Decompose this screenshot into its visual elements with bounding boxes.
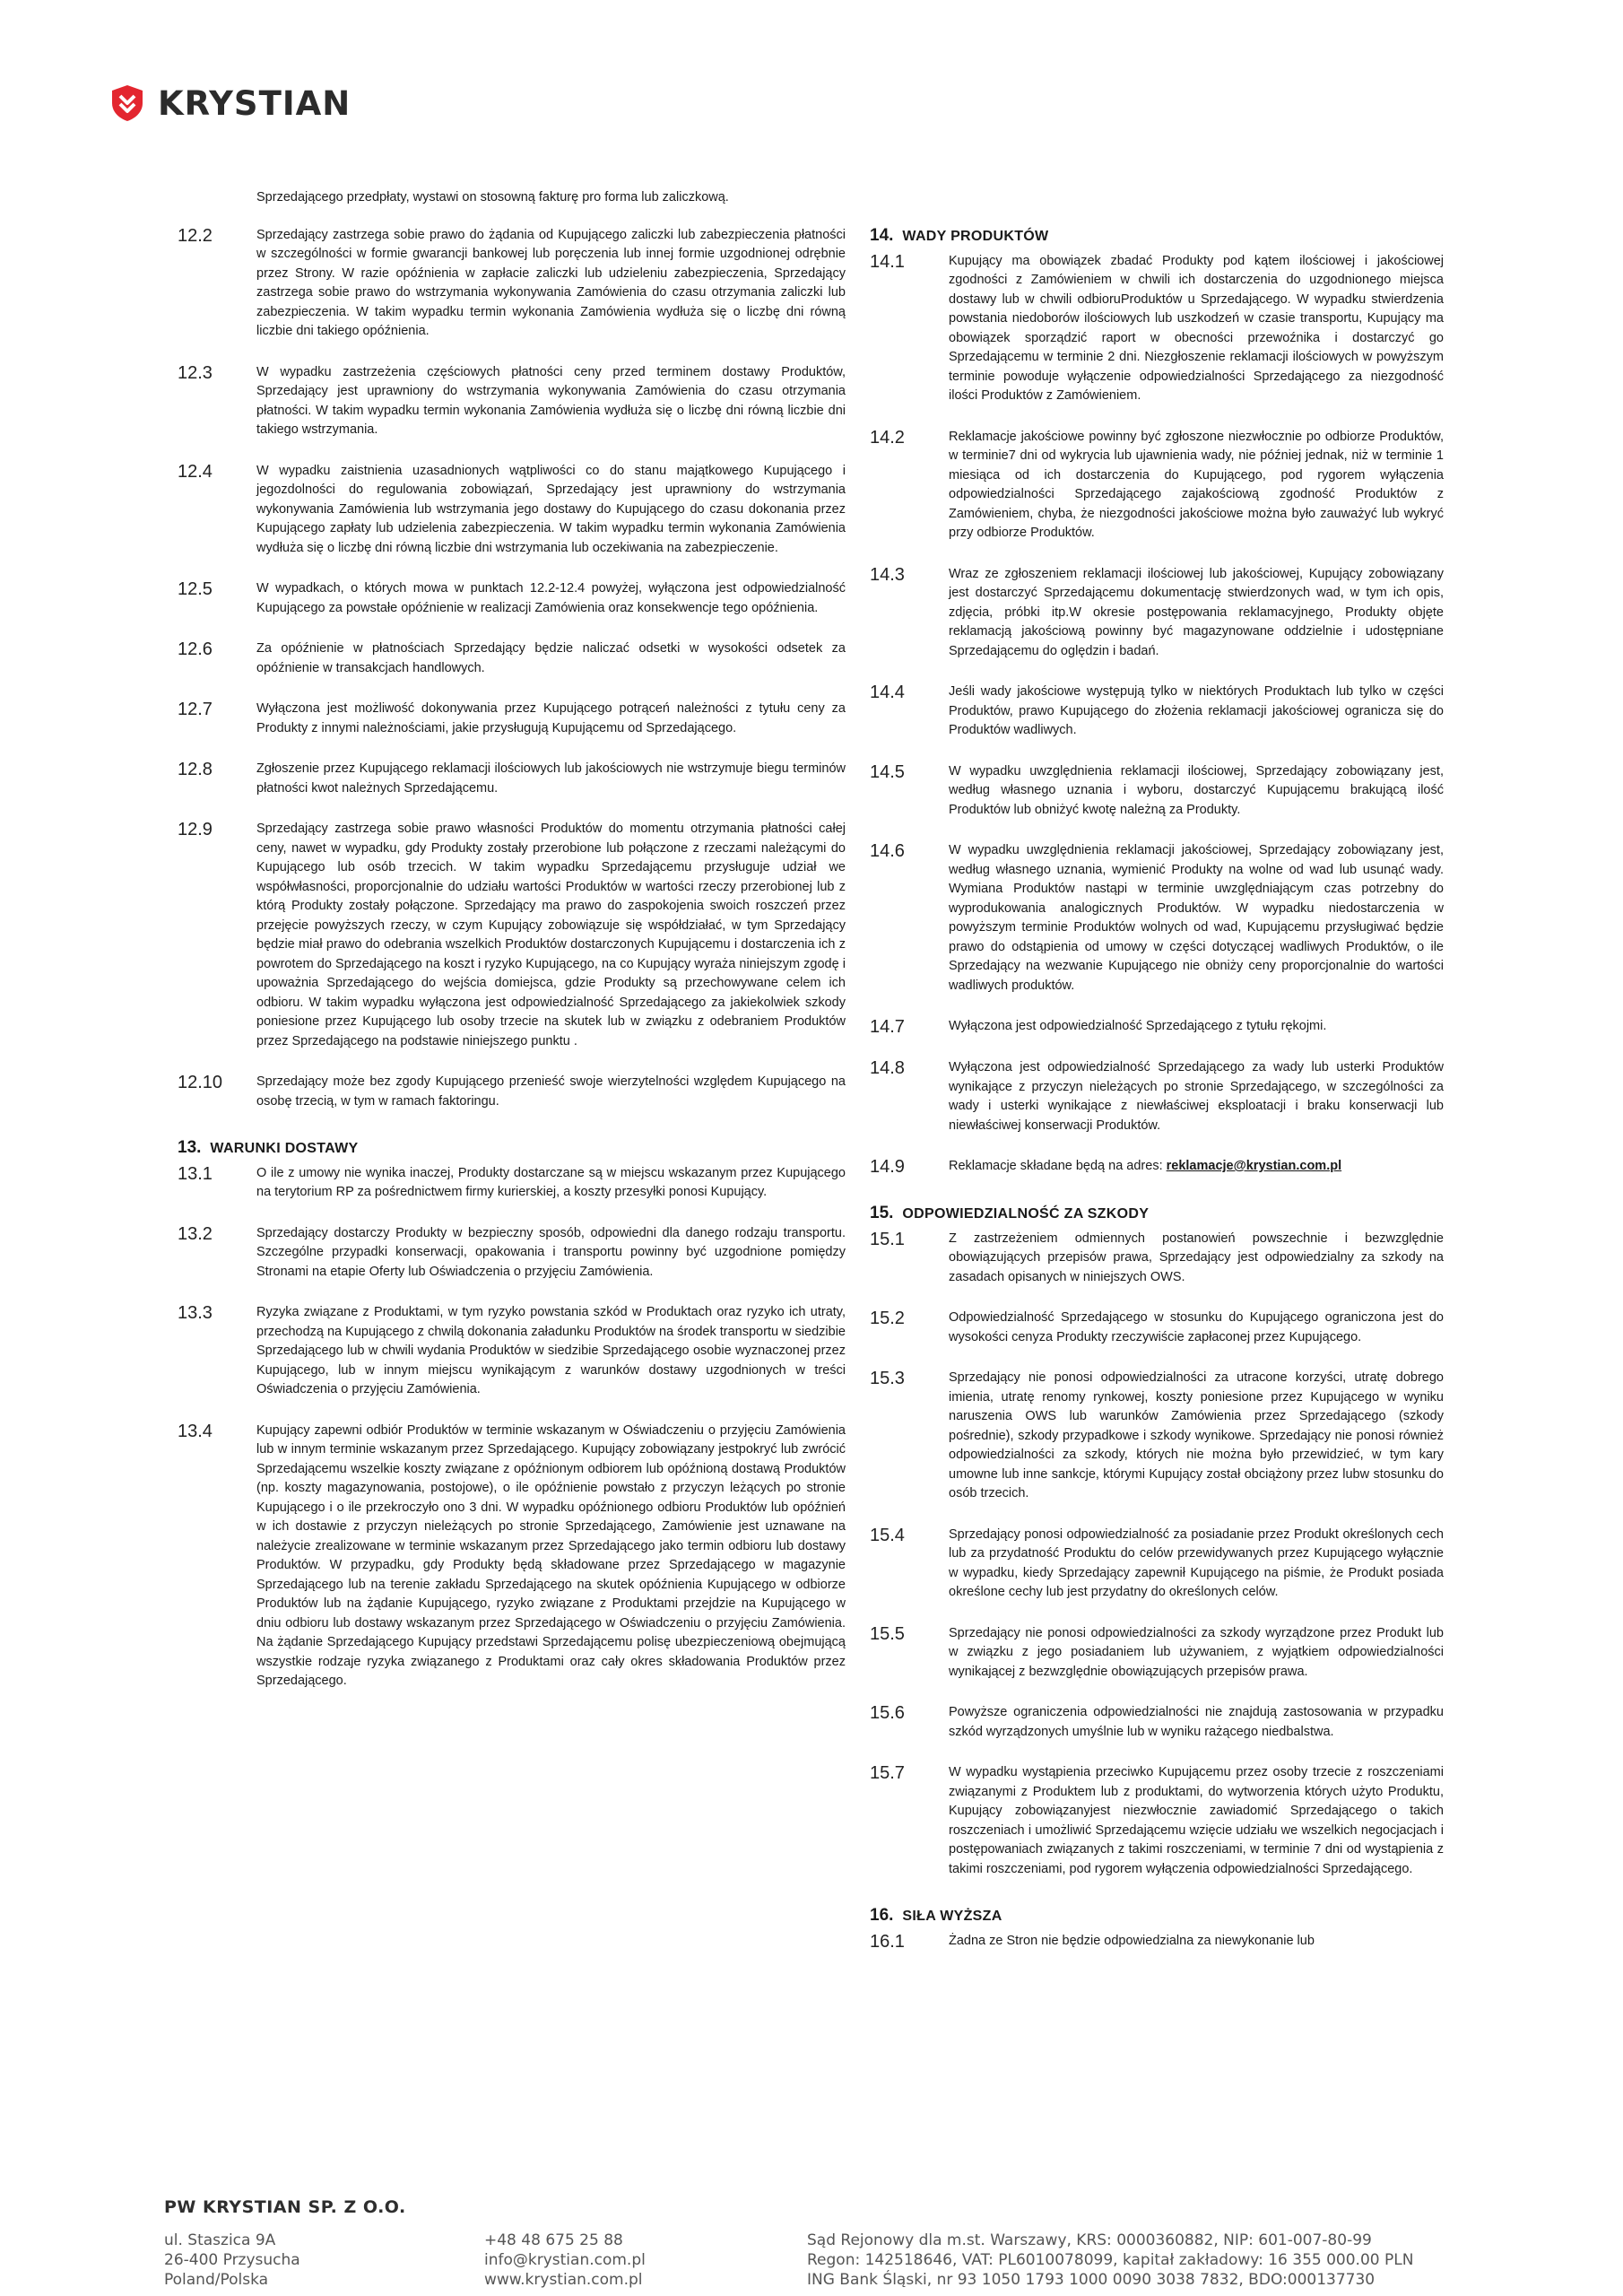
- clause-number: 13.1: [178, 1163, 213, 1184]
- clause-text: Powyższe ograniczenia odpowiedzialności nie znajdują zastosowania w przypadku szkód wyrządzonych umyślnie lub w wyniku rażącego niedbalstwa.: [949, 1705, 1444, 1739]
- clause-text: Z zastrzeżeniem odmiennych postanowień powszechnie i bezwzględnie obowiązujących przepisów prawa, Sprzedający jest odpowiedzialny za szkody na zasadach opisanych w niniejszych OWS.: [949, 1231, 1444, 1284]
- section-number: 14.: [870, 226, 894, 245]
- section-13-clauses: [178, 1164, 846, 1692]
- clause-number: 15.4: [870, 1525, 905, 1545]
- section-heading-14: [870, 226, 1444, 247]
- clause-text: Kupujący ma obowiązek zbadać Produkty pod kątem ilościowej i jakościowej zgodności z Zamówieniem w chwili ich dostarczenia do uzgodnionego miejsca dostawy lub w chwili odbioruProduktów u Sprzedającego. W wypadku stwierdzenia powstania niedoborów ilościowych lub uszkodzeń w czasie transportu, Kupujący ma obowiązek sporządzić raport w obecności przewoźnika i dostarczyć go Sprzedającemu w terminie 2 dni. Niezgłoszenie reklamacji ilościowych w powyższym terminie powoduje wyłączenie odpowiedzialności Sprzedającego za niezgodność ilości Produktów z Zamówieniem.: [949, 253, 1444, 403]
- clause-number: 14.6: [870, 841, 905, 861]
- clause-number: 14.8: [870, 1058, 905, 1078]
- clause-number: 12.9: [178, 820, 213, 839]
- clause-13-4: [178, 1422, 846, 1692]
- clause-14-9: [870, 1157, 1444, 1177]
- footer-registry-line: ING Bank Śląski, nr 93 1050 1793 1000 0090 3038 7832, BDO:000137730: [807, 2271, 1376, 2289]
- clause-14-8: [870, 1058, 1444, 1135]
- clause-number: 15.1: [870, 1229, 905, 1249]
- clause-number: 15.7: [870, 1763, 905, 1783]
- section-heading-15: [870, 1204, 1444, 1224]
- clause-text: Odpowiedzialność Sprzedającego w stosunku do Kupującego ograniczona jest do wysokości cenyza Produkty rzeczywiście zapłaconej przez Kupującego.: [949, 1310, 1444, 1344]
- clause-number: 14.9: [870, 1157, 905, 1177]
- clause-text: W wypadku zastrzeżenia częściowych płatności ceny przed terminem dostawy Produktów, Sprzedający jest uprawniony do wstrzymania wykonywania Zamówienia do czasu otrzymania płatności. W takim wypadku termin wykonania Zamówienia wydłuża się o liczbę dni równą liczbie dni takiego wstrzymania.: [256, 364, 846, 437]
- clause-12-5: [178, 579, 846, 618]
- clause-number: 15.5: [870, 1623, 905, 1644]
- clause-number: 12.10: [178, 1073, 223, 1092]
- clause-number: 13.2: [178, 1223, 213, 1244]
- clause-text: Jeśli wady jakościowe występują tylko w niektórych Produktach lub tylko w części Produktów, prawo Kupującego do złożenia reklamacji jakościowej ogranicza się do Produktów wadliwych.: [949, 684, 1444, 737]
- clause-number: 14.3: [870, 564, 905, 585]
- footer-address: [164, 2231, 300, 2290]
- clause-14-2: [870, 428, 1444, 544]
- clause-15-2: [870, 1309, 1444, 1347]
- clause-number: 14.5: [870, 761, 905, 782]
- clause-number: 12.6: [178, 639, 213, 659]
- clause-12-8: [178, 760, 846, 798]
- footer-contact: [484, 2231, 646, 2290]
- clause-text: Wraz ze zgłoszeniem reklamacji ilościowej lub jakościowej, Kupujący zobowiązany jest dostarczyć Sprzedającemu dokumentację stwierdzonych wad, w tym ich opis, zdjęcia, próbki itp.W okresie postępowania reklamacyjnego, Produkty objęte reklamacją jakościową powinny być magazynowane oddzielnie i udostępniane Sprzedającemu do oględzin i badań.: [949, 566, 1444, 658]
- footer-address-line: Poland/Polska: [164, 2271, 269, 2289]
- clause-12-6: [178, 639, 846, 678]
- clause-number: 13.3: [178, 1303, 213, 1323]
- clause-15-6: [870, 1703, 1444, 1742]
- clause-number: 15.2: [870, 1309, 905, 1328]
- footer-company-name: PW KRYSTIAN SP. Z O.O.: [164, 2197, 406, 2217]
- clause-15-7: [870, 1763, 1444, 1879]
- clause-13-1: [178, 1164, 846, 1203]
- clause-12-2: [178, 226, 846, 342]
- section-title: SIŁA WYŻSZA: [902, 1909, 1002, 1924]
- clause-13-2: [178, 1224, 846, 1283]
- footer-registry-line: Sąd Rejonowy dla m.st. Warszawy, KRS: 0000360882, NIP: 601-007-80-99: [807, 2231, 1372, 2249]
- clause-12-9: [178, 820, 846, 1051]
- clause-13-3: [178, 1303, 846, 1400]
- krystian-shield-icon: [109, 83, 145, 123]
- clause-number: 12.5: [178, 579, 213, 599]
- clause-15-5: [870, 1624, 1444, 1683]
- footer-phone[interactable]: +48 48 675 25 88: [484, 2231, 623, 2249]
- footer-registry-line: Regon: 142518646, VAT: PL6010078099, kapitał zakładowy: 16 355 000.00 PLN: [807, 2251, 1414, 2269]
- clause-number: 14.2: [870, 427, 905, 448]
- company-logo: [109, 83, 351, 124]
- clause-text: Sprzedający zastrzega sobie prawo własności Produktów do momentu otrzymania płatności całej ceny, nawet w wypadku, gdy Produkty zostały przerobione lub połączone z rzeczami należącymi do Kupującego lub osób trzecich. W takim wypadku Sprzedającemu przysługuje udział we współwłasności, proporcjonalnie do udziału wartości Produktów w wartości rzeczy przerobionej lub z którą Produkty zostały połączone. Sprzedający ma prawo do zaspokojenia swoich roszczeń przez przejęcie powyższych rzeczy, w czym Kupujący zobowiązuje się współdziałać, w tym Sprzedający będzie miał prawo do odebrania wszelkich Produktów dostarczonych Kupującemu i dostarczenia ich z powrotem do Sprzedającego na koszt i ryzyko Kupującego, na co Kupujący wyraża niniejszym zgodę i upoważnia Sprzedającego do wejścia domiejsca, gdzie Produkty są przechowywane celem ich odbioru. W takim wypadku wyłączona jest odpowiedzialność Sprzedającego za jakiekolwiek szkody poniesione przez Kupującego lub osoby trzecie na skutek lub w związku z odebraniem Produktów przez Sprzedającego na podstawie niniejszego punktu .: [256, 822, 846, 1048]
- section-title: WARUNKI DOSTAWY: [210, 1141, 359, 1156]
- clause-text: Sprzedający nie ponosi odpowiedzialności za szkody wyrządzone przez Produkt lub w związku z jego posiadaniem lub używaniem, z wyjątkiem odpowiedzialności wynikającej z bezwzględnie obowiązujących przepisów prawa.: [949, 1625, 1444, 1679]
- clause-text: W wypadku wystąpienia przeciwko Kupującemu przez osoby trzecie z roszczeniami związanymi z Produktem lub z produktami, do wytworzenia których użyto Produktu, Kupujący zobowiązanyjest niezwłocznie zawiadomić Sprzedającego o takich roszczeniach i umożliwić Sprzedającemu wzięcie udziału we wszelkich negocjacjach i postępowaniach związanych z takimi roszczeniami, w terminie 7 dni od wystąpienia z takimi roszczeniami, pod rygorem wyłączenia odpowiedzialności Sprzedającego.: [949, 1765, 1444, 1876]
- clause-number: 14.1: [870, 251, 905, 272]
- clause-number: 12.2: [178, 225, 213, 246]
- left-column: [178, 188, 846, 1713]
- clause-14-4: [870, 683, 1444, 741]
- footer-registry: [807, 2231, 1413, 2290]
- clause-number: 13.4: [178, 1421, 213, 1441]
- clause-number: 14.7: [870, 1017, 905, 1037]
- section-12-clauses: [178, 226, 846, 1112]
- section-number: 13.: [178, 1138, 202, 1157]
- clause-text: Ryzyka związane z Produktami, w tym ryzyko powstania szkód w Produktach oraz ryzyko ich utraty, przechodzą na Kupującego z chwilą dokonania załadunku Produktów na środek transportu w siedzibie Sprzedającego lub w chwili wydania Produktów w siedzibie Sprzedającego osobie wyznaczonej przez Kupującego, lub w innym miejscu wynikającym z warunków dostawy uzgodnionych w treści Oświadczenia o przyjęciu Zamówienia.: [256, 1305, 846, 1396]
- section-title: WADY PRODUKTÓW: [902, 229, 1049, 244]
- clause-text: Za opóźnienie w płatnościach Sprzedający będzie naliczać odsetki w wysokości odsetek za opóźnienie w transakcjach handlowych.: [256, 641, 846, 675]
- clause-number: 12.7: [178, 700, 213, 719]
- footer-address-line: 26-400 Przysucha: [164, 2251, 300, 2269]
- clause-text: Wyłączona jest odpowiedzialność Sprzedającego za wady lub usterki Produktów wynikające z przyczyn nieleżących po stronie Sprzedającego, w szczególności za wady i usterki wynikające z niewłaściwej eksploatacji i braku konserwacji lub niewłaściwej konserwacji Produktów.: [949, 1060, 1444, 1133]
- section-15-clauses: [870, 1230, 1444, 1880]
- clause-12-4: [178, 462, 846, 559]
- section-16-clauses: [870, 1932, 1444, 1952]
- clause-number: 12.8: [178, 760, 213, 779]
- footer-website[interactable]: www.krystian.com.pl: [484, 2271, 643, 2289]
- complaints-email-link[interactable]: reklamacje@krystian.com.pl: [1166, 1159, 1342, 1173]
- clause-12-7: [178, 700, 846, 738]
- section-heading-13: [178, 1138, 846, 1159]
- clause-text: Sprzedający zastrzega sobie prawo do żądania od Kupującego zaliczki lub zabezpieczenia płatności w szczególności w formie gwarancji bankowej lub poręczenia lub innej formie uzgodnionej odrębnie przez Strony. W razie opóźnienia w zapłacie zaliczki lub udzieleniu zabezpieczenia, Sprzedający zastrzega sobie prawo do wstrzymania wykonywania Zamówienia do czasu otrzymania zaliczki lub zabezpieczenia. W takim wypadku termin wykonania Zamówienia wydłuża się o liczbę dni równą liczbie dni takiego opóźnienia.: [256, 227, 846, 338]
- section-14-clauses: [870, 252, 1444, 1136]
- clause-text: Zgłoszenie przez Kupującego reklamacji ilościowych lub jakościowych nie wstrzymuje biegu terminów płatności kwot należnych Sprzedającemu.: [256, 761, 846, 796]
- footer-address-line: ul. Staszica 9A: [164, 2231, 276, 2249]
- clause-14-7: [870, 1017, 1444, 1037]
- clause-text: Reklamacje jakościowe powinny być zgłoszone niezwłocznie po odbiorze Produktów, w terminie7 dni od wykrycia lub ujawnienia wady, nie później jednak, niż w terminie 1 miesiąca od ich dostarczenia do Kupującego, pod rygorem wyłączenia odpowiedzialności Sprzedającego zajakościową zgodność Produktów z Zamówieniem, chyba, że niezgodności jakościowe można było zauważyć lub wykryć przy odbiorze Produktów.: [949, 429, 1444, 540]
- clause-14-5: [870, 762, 1444, 821]
- clause-14-6: [870, 841, 1444, 996]
- clause-text: O ile z umowy nie wynika inaczej, Produkty dostarczane są w miejscu wskazanym przez Kupującego na terytorium RP za pośrednictwem firmy kurierskiej, a koszty przesyłki ponosi Kupujący.: [256, 1165, 846, 1199]
- clause-number: 15.6: [870, 1703, 905, 1723]
- clause-number: 12.4: [178, 461, 213, 482]
- section-title: ODPOWIEDZIALNOŚĆ ZA SZKODY: [902, 1206, 1150, 1222]
- clause-text: Żadna ze Stron nie będzie odpowiedzialna za niewykonanie lub: [949, 1933, 1315, 1948]
- clause-text: W wypadku uwzględnienia reklamacji jakościowej, Sprzedający zobowiązany jest, według własnego uznania, wymienić Produkty na wolne od wad lub usunąć wady. Wymiana Produktów nastąpi w terminie uwzględniającym czas potrzebny do wyprodukowania analogicznych Produktów. W wypadku niedostarczenia w powyższym terminie Produktów wolnych od wad, Kupującemu przysługiwać będzie prawo do odstąpienia od umowy w części dotyczącej wadliwych Produktów, o ile Sprzedający na wezwanie Kupującego nie obniży ceny proporcjonalnie do wartości wadliwych produktów.: [949, 843, 1444, 993]
- section-number: 16.: [870, 1906, 894, 1925]
- clause-text: Sprzedający może bez zgody Kupującego przenieść swoje wierzytelności względem Kupującego na osobę trzecią, w tym w ramach faktoringu.: [256, 1074, 846, 1109]
- clause-text: Wyłączona jest możliwość dokonywania przez Kupującego potrąceń należności z tytułu ceny za Produkty z innymi należnościami, jakie przysługują Kupującemu od Sprzedającego.: [256, 701, 846, 735]
- section-number: 15.: [870, 1204, 894, 1222]
- brand-name: KRYSTIAN: [158, 83, 352, 123]
- clause-text: Sprzedający ponosi odpowiedzialność za posiadanie przez Produkt określonych cech lub za przydatność Produktu do celów przewidywanych przez Kupującego wyłącznie w wypadku, kiedy Sprzedający zapewnił Kupującego na piśmie, że Produkt posiada określone cechy lub jest przydatny do określonych celów.: [949, 1526, 1444, 1599]
- right-column: [870, 188, 1444, 1973]
- clause-text: Wyłączona jest odpowiedzialność Sprzedającego z tytułu rękojmi.: [949, 1019, 1327, 1033]
- clause-text: W wypadku uwzględnienia reklamacji ilościowej, Sprzedający zobowiązany jest, według własnego uznania i wyboru, dostarczyć Kupującemu brakującą ilość Produktów lub obniżyć kwotę należną za Produkty.: [949, 763, 1444, 817]
- clause-text: [949, 1157, 1444, 1177]
- footer-email[interactable]: info@krystian.com.pl: [484, 2251, 646, 2269]
- clause-text: W wypadkach, o których mowa w punktach 12.2-12.4 powyżej, wyłączona jest odpowiedzialność Kupującego za powstałe opóźnienie w realizacji Zamówienia oraz konsekwencje tego opóźnienia.: [256, 581, 846, 615]
- section-heading-16: [870, 1906, 1444, 1926]
- clause-number: 14.4: [870, 683, 905, 702]
- clause-text-prefix: Reklamacje składane będą na adres:: [949, 1159, 1167, 1173]
- clause-15-1: [870, 1230, 1444, 1288]
- clause-15-3: [870, 1369, 1444, 1504]
- clause-16-1: [870, 1932, 1444, 1952]
- clause-number: 15.3: [870, 1369, 905, 1388]
- clause-14-1: [870, 252, 1444, 406]
- clause-number: 16.1: [870, 1931, 905, 1952]
- clause-number: 12.3: [178, 362, 213, 383]
- clause-text: Sprzedający dostarczy Produkty w bezpieczny sposób, odpowiedni dla danego rodzaju transportu. Szczególne przypadki konserwacji, opakowania i transportu powinny być uzgodnione pomiędzy Stronami na etapie Oferty lub Oświadczenia o przyjęciu Zamówienia.: [256, 1225, 846, 1279]
- clause-text: Sprzedający nie ponosi odpowiedzialności za utracone korzyści, utratę dobrego imienia, utratę renomy rynkowej, koszty poniesione przez Kupującego w wyniku naruszenia OWS lub warunków Zamówienia przez Sprzedającego (szkody pośrednie), szkody przypadkowe i szkody wynikowe. Sprzedający nie ponosi również odpowiedzialności za szkody, których nie można było przewidzieć, w tym kary umowne lub inne sankcje, którymi Kupujący został obciążony przez lubw stosunku do osób trzecich.: [949, 1370, 1444, 1500]
- clause-text: Kupujący zapewni odbiór Produktów w terminie wskazanym w Oświadczeniu o przyjęciu Zamówienia lub w innym terminie wskazanym przez Sprzedającego. Kupujący zobowiązany jestpokryć lub zwrócić Sprzedającemu wszelkie koszty związane z opóźnionym odbiorem lub opóźnioną dostawą Produktów (np. koszty magazynowania, postojowe), o ile opóźnienie powstało z przyczyn leżących po stronie Kupującego i o ile przekroczyło ono 3 dni. W wypadku opóźnionego odbioru Produktów lub opóźnień w ich dostawie z przyczyn nieleżących po stronie Sprzedającego, Zamówienie jest uznawane na należycie zrealizowane w terminie wskazanym przez Sprzedającego jako termin odbioru lub dostawy Produktów. W przypadku, gdy Produkty będą składowane przez Sprzedającego w magazynie Sprzedającego lub na terenie zakładu Sprzedającego na skutek opóźnienia Kupującego w odbiorze Produktów lub na żądanie Kupującego, ryzyko związane z Produktami przejdzie na Kupującego w dniu odbioru lub dostawy wskazanym przez Sprzedającego w Oświadczeniu o przyjęciu Zamówienia. Na żądanie Sprzedającego Kupujący przedstawi Sprzedającemu polisę ubezpieczeniową obejmującą wszystkie rodzaje ryzyka związanego z Produktami oraz cały okres składowania Produktów przez Sprzedającego.: [256, 1422, 846, 1688]
- clause-14-3: [870, 565, 1444, 662]
- continued-paragraph: Sprzedającego przedpłaty, wystawi on stosowną fakturę pro forma lub zaliczkową.: [256, 190, 729, 204]
- clause-text: W wypadku zaistnienia uzasadnionych wątpliwości co do stanu majątkowego Kupującego i jegozdolności do regulowania zobowiązań, Sprzedający jest uprawniony do wstrzymania wykonywania Zamówienia lub wstrzymania jego dostawy do Kupującego do czasu dokonania przez Kupującego zapłaty lub udzielenia zabezpieczenia. W takim wypadku termin wykonania Zamówienia wydłuża się o liczbę dni równą liczbie dni wstrzymania lub oczekiwania na zabezpieczenie.: [256, 463, 846, 555]
- clause-12-3: [178, 363, 846, 440]
- clause-12-10: [178, 1073, 846, 1111]
- clause-15-4: [870, 1526, 1444, 1603]
